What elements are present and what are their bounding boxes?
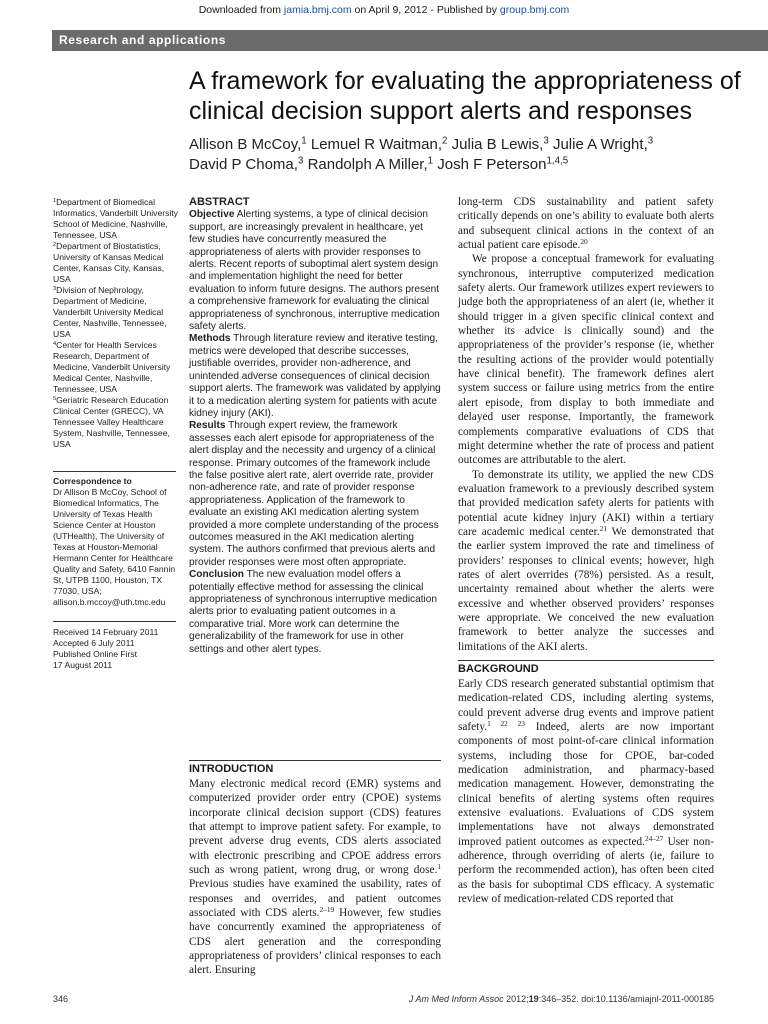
- introduction-section: [189, 762, 441, 978]
- body-paragraph: long-term CDS sustainability and patient safety critically depends on one’s ability to evaluate both alerts and subsequent clinical actions in the context of an actual patient care episode.$^{20}$: [458, 196, 714, 252]
- author: Josh F Peterson$^{1,4,5}$: [437, 155, 569, 173]
- divider: [189, 760, 441, 761]
- abstract-heading: ABSTRACT: [189, 196, 250, 208]
- author-list: [189, 135, 749, 175]
- body-paragraph: Many electronic medical record (EMR) systems and computerized provider order entry (CPOE) systems incorporate clinical decision support (CDS) features that attempt to improve patient safety. For example, to prevent adverse drug events, CDS alerts associated with electronic prescribing and CPOE address errors such as wrong patient, wrong drug, or wrong dose.$^1$ Previous studies have examined the usability, rates of responses and overrides, and patient outcomes associated with CDS alerts.$^{2-19}$ However, few studies have concurrently examined the appropriateness of CDS alert generation and the corresponding appropriateness of providers’ clinical responses to each alert. Ensuring: [189, 778, 441, 977]
- divider: [53, 471, 176, 472]
- download-notice: Downloaded from jamia.bmj.com on April 9, 2012 - Published by group.bmj.com: [198, 4, 570, 16]
- section-label: Research and applications: [59, 33, 227, 47]
- body-paragraph: We propose a conceptual framework for evaluating synchronous, interruptive computerized medication safety alerts. Our framework utilizes expert reviewers to judge both the appropriateness of an alert (ie, whether it should trigger in a given specific clinical context and whether its advice is clinically sound) and the appropriateness of the provider’s response (ie, whether the resulting actions of the provider would potentially have clinical benefit). The framework defines alert system success or failure using metrics from the entire alert episode, from display to both immediate and delayed user response. Importantly, the framework complements comparative evaluations of CDS that might determine whether the rate of process and patient outcomes are attributable to the alert.: [458, 253, 714, 467]
- author: Allison B McCoy,$^1$: [189, 135, 307, 153]
- journal-citation: J Am Med Inform Assoc 2012;19:346–352. doi:10.1136/amiajnl-2011-000185: [408, 994, 714, 1004]
- affiliation: $^5$Geriatric Research Education Clinical Center (GRECC), VA Tennessee Valley Healthcare System, Nashville, Tennessee, USA: [53, 395, 170, 449]
- abstract-conclusion: Conclusion The new evaluation model offers a potentially effective method for assessing the clinical appropriateness of synchronous interruptive medication alerts prior to evaluating patient outcomes in a comparative trial. More work can determine the generalizability of the framework for use in other settings and other alert types.: [189, 569, 437, 655]
- publisher-link[interactable]: group.bmj.com: [499, 4, 570, 16]
- divider: [53, 621, 176, 622]
- divider: [458, 660, 714, 661]
- author: Julie A Wright,$^3$: [552, 135, 654, 153]
- source-link[interactable]: jamia.bmj.com: [283, 4, 352, 16]
- correspondence-heading: Correspondence to: [53, 476, 132, 486]
- page-number: 346: [53, 994, 69, 1004]
- correspondence-text: Dr Allison B McCoy, School of Biomedical Informatics, The University of Texas Health Science Center at Houston (UTHealth), The University of Texas at Houston-Memorial Hermann Center for Healthcare Quality and Safety, 6410 Fannin St, UTPB 1100, Houston, TX 77030, USA; allison.b.mccoy@uth.tmc.edu: [53, 487, 176, 607]
- published-date: 17 August 2011: [53, 660, 113, 670]
- right-column: [458, 195, 714, 654]
- affiliation: $^1$Department of Biomedical Informatics, Vanderbilt University School of Medicine, Nashville, Tennessee, USA: [53, 197, 178, 240]
- article-title: A framework for evaluating the appropriateness of clinical decision support alerts and responses: [189, 67, 741, 125]
- affiliation: $^4$Center for Health Services Research, Department of Medicine, Vanderbilt University Medical Center, Nashville, Tennessee, USA: [53, 340, 171, 394]
- abstract: [189, 196, 441, 656]
- background-heading: BACKGROUND: [458, 663, 539, 675]
- background-section: [458, 662, 714, 907]
- body-paragraph: Early CDS research generated substantial optimism that medication-related CDS, including alerting systems, could prevent adverse drug events and improve patient safety.$^{1 22 23}$ Indeed, alerts are now important components of most point-of-care clinical information systems, including those for CPOE, bar-coded medication administration, and pharmacy-based medication management. However, demonstrating the clinical benefits of alerting systems often requires extensive evaluations. Evaluations of CDS system implementations have not always demonstrated improved patient outcomes as expected.$^{24-27}$ User non-adherence, through overriding of alerts (ie, failure to perform the recommended action), has often been cited as the basis for suboptimal CDS efficacy. A systematic review of medication-related CDS reported that: [458, 678, 714, 906]
- affiliation: $^3$Division of Nephrology, Department of Medicine, Vanderbilt University Medical Center, Nashville, Tennessee, USA: [53, 285, 167, 339]
- author: Julia B Lewis,$^3$: [451, 135, 549, 153]
- affiliations: [53, 197, 178, 450]
- affiliation: $^2$Department of Biostatistics, University of Kansas Medical Center, Kansas City, Kansas, USA: [53, 241, 165, 284]
- author: Randolph A Miller,$^1$: [307, 155, 434, 173]
- body-paragraph: To demonstrate its utility, we applied the new CDS evaluation framework to a previously described system that provided medication safety alerts for patients with potential acute kidney injury (AKI) within a tertiary care academic medical center.$^{21}$ We demonstrated that the earlier system improved the rate and timeliness of providers’ responses to clinical events; however, high rates of alert overrides (78%) persisted. As a result, uncertainty remained about whether the alerts were excessive and whether observed providers’ responses were appropriate. We conceived the new evaluation framework to better analyze the successes and limitations of the AKI alerts.: [458, 468, 715, 653]
- abstract-results: Results Through expert review, the framework assesses each alert episode for appropriateness of the alert display and the necessity and urgency of a clinical response. Primary outcomes of the framework include the false positive alert rate, alert override rate, provider non-adherence rate, and rate of provider response appropriateness. Application of the framework to evaluate an existing AKI medication alerting system provided a more complete understanding of the process outcomes measured in the AKI medication alerting system. The authors confirmed that previous alerts and provider responses were most often appropriate.: [189, 420, 439, 568]
- abstract-objective: Objective Alerting systems, a type of clinical decision support, are increasingly prevalent in healthcare, yet few studies have concurrently measured the appropriateness of alerts with provider responses to alerts. Recent reports of suboptimal alert system design and implementation highlight the need for better evaluation to inform future designs. The authors present a comprehensive framework for evaluating the clinical appropriateness of synchronous, interruptive medication safety alerts.: [189, 209, 440, 333]
- published-label: Published Online First: [53, 649, 138, 659]
- abstract-methods: Methods Through literature review and iterative testing, metrics were developed that describe successes, justifiable overrides, provider non-adherence, and unintended adverse consequences of clinical decision support alerts. The framework was validated by applying it to a medication alerting system for patients with acute kidney injury (AKI).: [189, 333, 441, 419]
- accepted-date: Accepted 6 July 2011: [53, 638, 135, 648]
- author: David P Choma,$^3$: [189, 155, 304, 173]
- received-date: Received 14 February 2011: [53, 627, 159, 637]
- correspondence: [53, 476, 178, 608]
- author: Lemuel R Waitman,$^2$: [310, 135, 448, 153]
- introduction-heading: INTRODUCTION: [189, 763, 274, 775]
- article-history: [53, 627, 178, 671]
- section-banner: [52, 30, 768, 51]
